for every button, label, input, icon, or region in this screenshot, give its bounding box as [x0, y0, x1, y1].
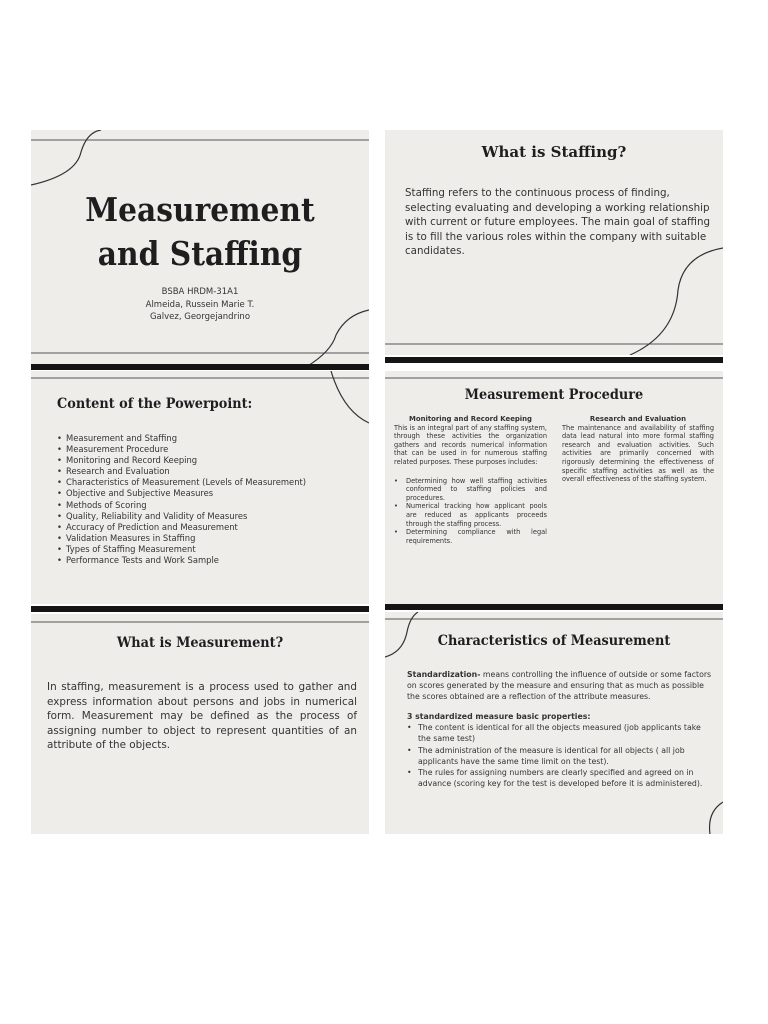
list-item: • Performance Tests and Work Sample: [57, 555, 357, 566]
list-item: • Research and Evaluation: [57, 466, 357, 477]
characteristics-heading: Characteristics of Measurement: [437, 633, 671, 649]
slide-contents: [31, 371, 369, 604]
divider-bar: [385, 357, 723, 363]
list-item: • Characteristics of Measurement (Levels of Measurement): [57, 477, 357, 488]
properties-title: 3 standardized measure basic properties:: [407, 712, 591, 722]
procedure-heading: Measurement Procedure: [464, 387, 644, 403]
list-item: • Quality, Reliability and Validity of Measures: [57, 511, 357, 522]
standardization-term: Standardization-: [407, 670, 481, 679]
contents-list: [57, 433, 357, 566]
slide-staffing: [385, 130, 723, 355]
measurement-heading: What is Measurement?: [116, 635, 284, 651]
course-code: BSBA HRDM-31A1: [161, 287, 239, 297]
contents-heading: Content of the Powerpoint:: [57, 396, 253, 412]
divider-bar: [31, 364, 369, 370]
properties-list: [407, 722, 715, 789]
staffing-heading: What is Staffing?: [481, 143, 627, 161]
list-item: • Validation Measures in Staffing: [57, 533, 357, 544]
slide-measurement: [31, 614, 369, 834]
list-item: • The administration of the measure is identical for all objects ( all job applicants have the same time limit on the test).: [407, 745, 715, 767]
list-item: • Measurement Procedure: [57, 444, 357, 455]
list-item: • Determining how well staffing activities conformed to staffing policies and procedures.: [394, 477, 547, 503]
procedure-left-body: This is an integral part of any staffing system, through these activities the organization gathers and records numerical information that can be used in for numerous staffing related purposes. These purposes includes:: [394, 423, 547, 466]
author-1: Almeida, Russein Marie T.: [145, 299, 255, 310]
procedure-bullets: [394, 477, 547, 546]
divider-bar: [385, 604, 723, 610]
slide-procedure: [385, 371, 723, 604]
title-line-1: Measurement: [85, 190, 315, 229]
divider-bar: [31, 606, 369, 612]
standardization-paragraph: [407, 669, 715, 702]
procedure-left-title: Monitoring and Record Keeping: [409, 415, 532, 423]
list-item: • The rules for assigning numbers are clearly specified and agreed on in advance (scoring key for the test is developed before it is administered).: [407, 767, 715, 789]
list-item: • Methods of Scoring: [57, 500, 357, 511]
list-item: • Monitoring and Record Keeping: [57, 455, 357, 466]
list-item: • The content is identical for all the objects measured (job applicants take the same test): [407, 722, 715, 744]
procedure-right-title: Research and Evaluation: [589, 415, 687, 423]
standardization-body: means controlling the influence of outside or some factors on scores generated by the measure and ensuring that as much as possible the scores obtained are a reflection of the attribute measures.: [407, 670, 712, 702]
list-item: • Types of Staffing Measurement: [57, 544, 357, 555]
list-item: • Objective and Subjective Measures: [57, 488, 357, 499]
staffing-body: Staffing refers to the continuous process of finding, selecting evaluating and developing a working relationship with current or future employees. The main goal of staffing is to fill the various roles within the company with suitable candidates.: [405, 187, 711, 257]
measurement-body: In staffing, measurement is a process used to gather and express information about persons and jobs in numerical form. Measurement may be defined as the process of assigning number to object to represent quantities of an attribute of the objects.: [47, 681, 357, 751]
slide-title: [31, 130, 369, 367]
list-item: • Determining compliance with legal requirements.: [394, 528, 547, 545]
list-item: • Measurement and Staffing: [57, 433, 357, 444]
list-item: • Accuracy of Prediction and Measurement: [57, 522, 357, 533]
list-item: • Numerical tracking how applicant pools are reduced as applicants proceeds through the staffing process.: [394, 502, 547, 528]
title-line-2: and Staffing: [97, 234, 303, 273]
author-2: Galvez, Georgejandrino: [149, 312, 251, 322]
slide-characteristics: [385, 612, 723, 834]
procedure-right-body: The maintenance and availability of staffing data lead natural into more formal staffing research and evaluation activities. Such activities are primarily concerned with rigorously determining the effectiveness of specific staffing activities as well as the overall effectiveness of the staffing system.: [562, 423, 714, 484]
